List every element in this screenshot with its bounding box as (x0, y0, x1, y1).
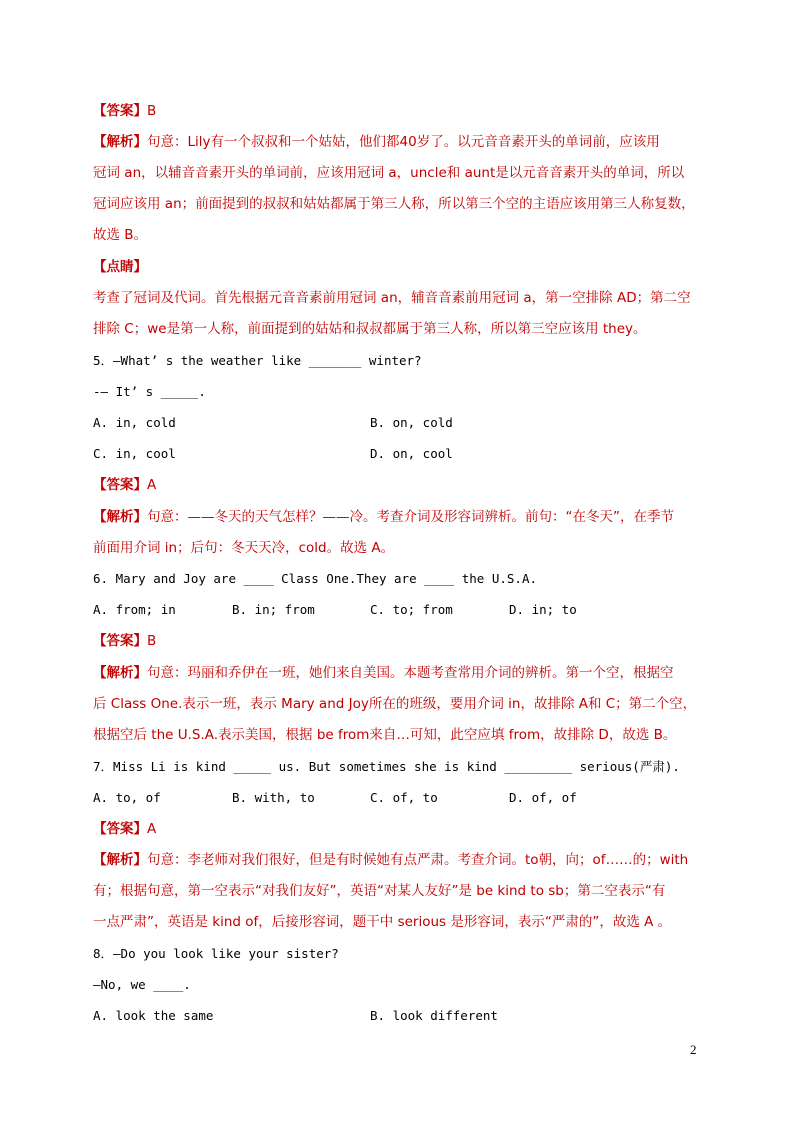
section-line-5 (93, 257, 713, 277)
line-text: 考查了冠词及代词。首先根据元音音素前用冠词 an，辅音音素前用冠词 a，第一空排除 AD；第二空 (93, 290, 691, 306)
section-line-14 (93, 631, 713, 651)
section-line-11 (93, 507, 713, 527)
text-line-17 (93, 725, 713, 745)
section-tag: 【解析】 (93, 665, 147, 681)
section-tag: 【答案】 (93, 103, 147, 119)
line-text: 5．—What’ s the weather like _______ winter? (93, 353, 422, 368)
line-text: 句意：李老师对我们很好，但是有时候她有点严肃。考查介词。to朝，向；of……的；with (147, 852, 689, 868)
section-tag: 【解析】 (93, 509, 147, 525)
text-line-24 (93, 975, 713, 995)
line-text: 句意：Lily有一个叔叔和一个姑姑，他们都40岁了。以元音音素开头的单词前，应该用 (147, 134, 660, 150)
section-line-20 (93, 850, 713, 870)
text-line-4 (93, 225, 713, 245)
text-line-18 (93, 757, 713, 777)
text-line-23 (93, 944, 713, 964)
line-text: -— It’ s _____. (93, 384, 206, 399)
line-text: 前面用介词 in；后句：冬天天冷，cold。故选 A。 (93, 540, 395, 556)
section-tag: 【答案】 (93, 477, 147, 493)
text-line-3 (93, 194, 713, 214)
text-line-9 (93, 382, 713, 402)
section-line-1 (93, 132, 713, 152)
section-tag: 【答案】 (93, 633, 147, 649)
text-line-21 (93, 881, 713, 901)
answer-option: C. in, cool (93, 446, 176, 461)
text-line-7 (93, 319, 713, 339)
line-text: A (147, 477, 157, 493)
answer-option: B. in; from (232, 602, 315, 617)
answer-option: A. look the same (93, 1008, 214, 1023)
answer-option: C. of, to (370, 790, 438, 805)
text-line-16 (93, 694, 713, 714)
line-text: —No, we ____. (93, 977, 191, 992)
line-text: B (147, 103, 157, 119)
line-text: 排除 C；we是第一人称，前面提到的姑姑和叔叔都属于第三人称，所以第三空应该用 they。 (93, 321, 647, 337)
text-line-22 (93, 912, 713, 932)
line-text: 一点严肃”，英语是 kind of，后接形容词，题干中 serious 是形容词，表示“严肃的”，故选 A 。 (93, 914, 672, 930)
section-line-0 (93, 101, 713, 121)
answer-option: B. look different (370, 1008, 498, 1023)
line-text: 7．Miss Li is kind _____ us. But sometimes she is kind _________ serious(严肃). (93, 759, 680, 774)
line-text: 故选 B。 (93, 227, 148, 243)
answer-option: A. in, cold (93, 415, 176, 430)
section-line-10 (93, 475, 713, 495)
page-number: 2 (690, 1042, 697, 1057)
answer-option: D. in; to (509, 602, 577, 617)
text-line-2 (93, 163, 713, 183)
section-tag: 【点睛】 (93, 259, 147, 275)
answer-option: A. to, of (93, 790, 161, 805)
line-text: 6. Mary and Joy are ____ Class One.They are ____ the U.S.A. (93, 571, 538, 586)
line-text: 根据空后 the U.S.A.表示美国，根据 be from来自…可知，此空应填 from，故排除 D，故选 B。 (93, 727, 677, 743)
line-text: 冠词 an，以辅音音素开头的单词前，应该用冠词 a，uncle和 aunt是以元音音素开头的单词，所以 (93, 165, 685, 181)
line-text: B (147, 633, 157, 649)
text-line-12 (93, 538, 713, 558)
answer-option: C. to; from (370, 602, 453, 617)
answer-option: B. on, cold (370, 415, 453, 430)
section-tag: 【解析】 (93, 852, 147, 868)
section-tag: 【答案】 (93, 821, 147, 837)
line-text: 句意：——冬天的天气怎样？——冷。考查介词及形容词辨析。前句：“在冬天”，在季节 (147, 509, 674, 525)
line-text: 后 Class One.表示一班，表示 Mary and Joy所在的班级，要用介词 in，故排除 A和 C；第二个空， (93, 696, 697, 712)
answer-option: D. of, of (509, 790, 577, 805)
line-text: 句意：玛丽和乔伊在一班，她们来自美国。本题考查常用介词的辨析。第一个空，根据空 (147, 665, 674, 681)
answer-option: D. on, cool (370, 446, 453, 461)
answer-option: A. from; in (93, 602, 176, 617)
section-tag: 【解析】 (93, 134, 147, 150)
answer-option: B. with, to (232, 790, 315, 805)
line-text: 冠词应该用 an；前面提到的叔叔和姑姑都属于第三人称，所以第三个空的主语应该用第三人称复数， (93, 196, 695, 212)
line-text: 8．—Do you look like your sister? (93, 946, 339, 961)
section-line-19 (93, 819, 713, 839)
text-line-6 (93, 288, 713, 308)
line-text: A (147, 821, 157, 837)
section-line-15 (93, 663, 713, 683)
line-text: 有；根据句意，第一空表示“对我们友好”，英语“对某人友好”是 be kind to sb；第二空表示“有 (93, 883, 666, 899)
text-line-8 (93, 351, 713, 371)
text-line-13 (93, 569, 713, 589)
